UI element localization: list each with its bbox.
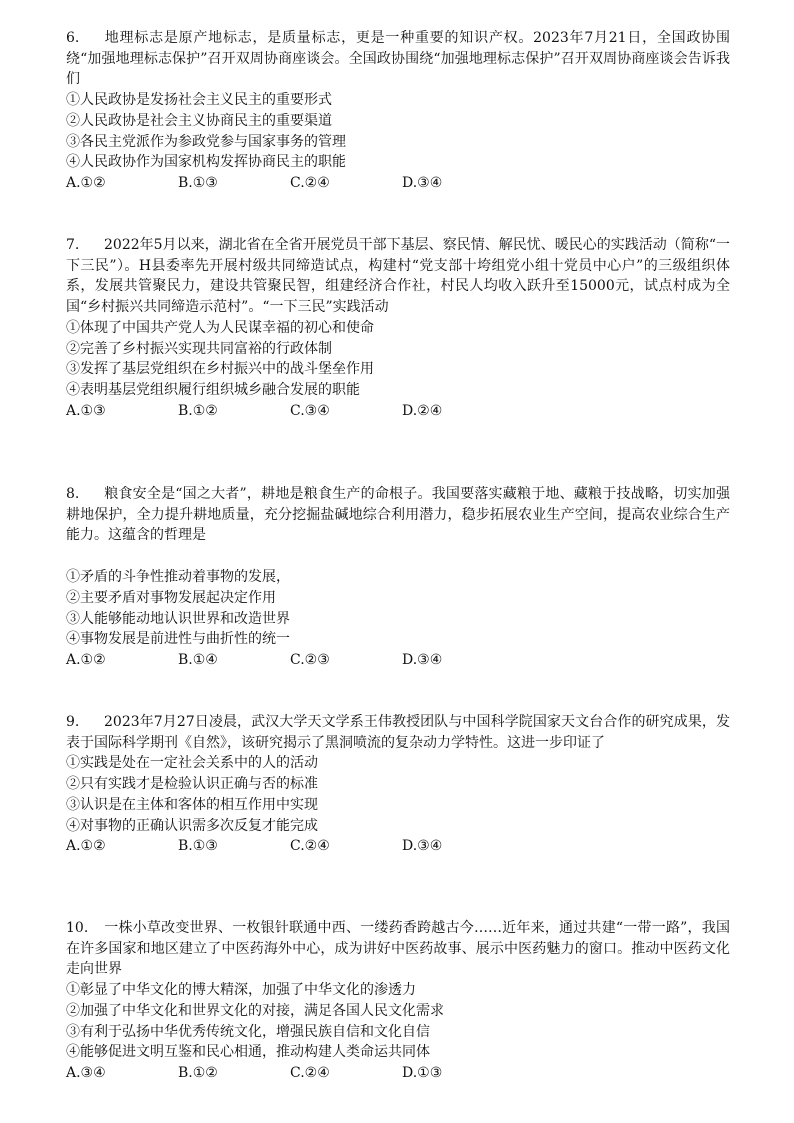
choice-b: B.①④ (178, 651, 218, 668)
choice-b: B.①③ (178, 838, 218, 855)
question-number: 7. (66, 237, 80, 253)
statement-4: ④表明基层党组织履行组织城乡融合发展的职能 (66, 381, 360, 398)
statement-1: ①人民政协是发扬社会主义民主的重要形式 (66, 92, 332, 109)
statement-3: ③发挥了基层党组织在乡村振兴中的战斗堡垒作用 (66, 361, 374, 378)
question-6 (66, 28, 730, 194)
choice-c: C.②④ (290, 838, 330, 855)
question-stem: 6. 地理标志是原产地标志，是质量标志，更是一种重要的知识产权。2023年7月21日，全国政协围绕“加强地理标志保护”召开双周协商座谈会。全国政协围绕“加强地理标志保护”召开双周协商座谈会告诉我们 (66, 30, 730, 88)
answer-choices (66, 401, 730, 422)
choice-a: A.③④ (66, 1064, 106, 1081)
statement-3: ③人能够能动地认识世界和改造世界 (66, 610, 290, 627)
choice-d: D.①③ (402, 1064, 443, 1081)
choice-b: B.①② (178, 1064, 218, 1081)
statement-2: ②主要矛盾对事物发展起决定作用 (66, 589, 276, 606)
statement-3: ③各民主党派作为参政党参与国家事务的管理 (66, 133, 346, 150)
choice-b: B.①③ (178, 174, 218, 191)
choice-b: B.①② (178, 402, 218, 419)
answer-choices (66, 836, 730, 857)
choice-d: D.③④ (402, 651, 443, 668)
question-7 (66, 235, 730, 421)
statement-1: ①矛盾的斗争性推动着事物的发展， (66, 569, 290, 586)
statement-3: ③有利于弘扬中华优秀传统文化，增强民族自信和文化自信 (66, 1023, 430, 1040)
answer-choices (66, 1063, 730, 1084)
statement-1: ①彰显了中华文化的博大精深，加强了中华文化的渗透力 (66, 982, 416, 999)
statement-2: ②只有实践才是检验认识正确与否的标准 (66, 776, 318, 793)
question-stem: 10. 一株小草改变世界、一枚银针联通中西、一缕药香跨越古今……近年来，通过共建“一带一路”，我国在许多国家和地区建立了中医药海外中心，成为讲好中医药故事、展示中医药魅力的窗口。推动中医药文化走向世界 (66, 920, 730, 978)
question-number: 9. (66, 714, 80, 730)
statement-2: ②人民政协是社会主义协商民主的重要渠道 (66, 112, 332, 129)
statement-4: ④事物发展是前进性与曲折性的统一 (66, 631, 290, 648)
choice-a: A.①② (66, 174, 106, 191)
statement-4: ④对事物的正确认识需多次反复才能完成 (66, 817, 318, 834)
choice-c: C.②④ (290, 174, 330, 191)
choice-d: D.②④ (402, 402, 443, 419)
choice-c: C.③④ (290, 402, 330, 419)
statement-2: ②完善了乡村振兴实现共同富裕的行政体制 (66, 340, 332, 357)
choice-a: A.①② (66, 838, 106, 855)
question-9 (66, 712, 730, 857)
choice-d: D.③④ (402, 174, 443, 191)
question-stem: 7. 2022年5月以来，湖北省在全省开展党员干部下基层、察民情、解民忧、暖民心的实践活动（简称“一下三民”）。H县委率先开展村级共同缔造试点，构建村“党支部十垮组党小组十党员中心户”的三级组织体系，发展共管聚民力，建设共管聚民智，组建经济合作社，村民人均收入跃升至15000元，试点村成为全国“乡村振兴共同缔造示范村”。“一下三民”实践活动 (66, 237, 730, 316)
question-stem: 9. 2023年7月27日凌晨，武汉大学天文学系王伟教授团队与中国科学院国家天文台合作的研究成果，发表于国际科学期刊《自然》，该研究揭示了黑洞喷流的复杂动力学特性。这进一步印证了 (66, 714, 730, 751)
question-stem: 8. 粮食安全是“国之大者”，耕地是粮食生产的命根子。我国要落实藏粮于地、藏粮于技战略，切实加强耕地保护，全力提升耕地质量，充分挖掘盐碱地综合利用潜力，稳步拓展农业生产空间，提高农业综合生产能力。这蕴含的哲理是 (66, 486, 730, 544)
answer-choices (66, 650, 730, 671)
answer-choices (66, 173, 730, 194)
question-number: 8. (66, 486, 80, 502)
choice-a: A.①③ (66, 402, 106, 419)
choice-a: A.①② (66, 651, 106, 668)
question-8 (66, 484, 730, 671)
choice-c: C.②④ (290, 1064, 330, 1081)
choice-d: D.③④ (402, 838, 443, 855)
statement-4: ④能够促进文明互鉴和民心相通，推动构建人类命运共同体 (66, 1044, 430, 1061)
statement-2: ②加强了中华文化和世界文化的对接，满足各国人民文化需求 (66, 1002, 444, 1019)
question-number: 10. (66, 920, 89, 936)
choice-c: C.②③ (290, 651, 330, 668)
statement-3: ③认识是在主体和客体的相互作用中实现 (66, 796, 318, 813)
statement-1: ①实践是处在一定社会关系中的人的活动 (66, 755, 318, 772)
question-10 (66, 918, 730, 1084)
question-number: 6. (66, 30, 80, 46)
statement-4: ④人民政协作为国家机构发挥协商民主的职能 (66, 154, 346, 171)
statement-1: ①体现了中国共产党人为人民谋幸福的初心和使命 (66, 319, 374, 336)
